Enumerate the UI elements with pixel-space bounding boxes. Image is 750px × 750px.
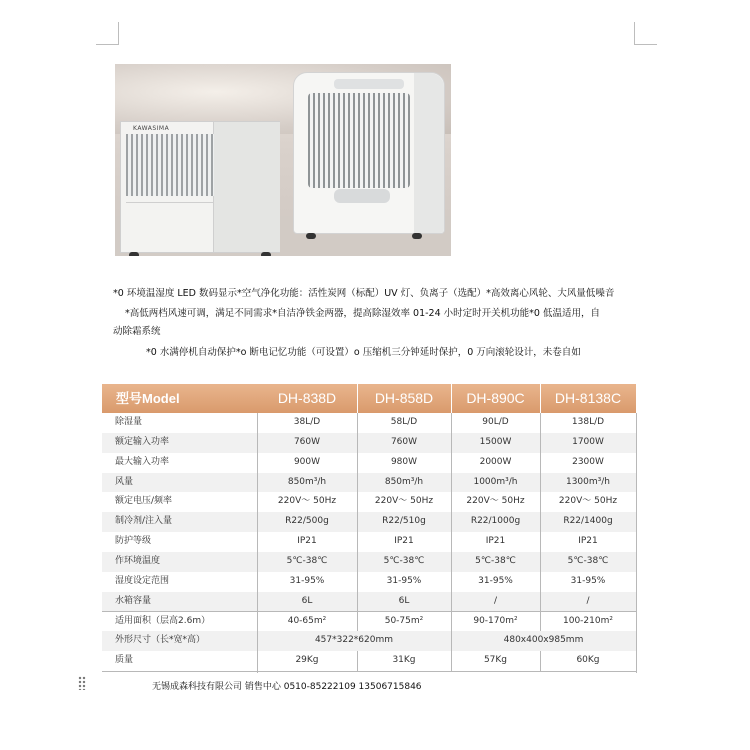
- wheel: [261, 252, 271, 256]
- table-cell: 31-95%: [478, 575, 513, 586]
- table-cell: R22/1400g: [563, 516, 613, 527]
- vent-grill: [308, 93, 410, 188]
- crop-mark-top-left: [96, 22, 119, 45]
- feature-line-1: *0 环境温湿度 LED 数码显示*空气净化功能：活性炭网（标配）UV 灯、负离子（选配）*高效离心风轮、大风量低噪音: [113, 288, 615, 299]
- table-cell: 760W: [293, 436, 321, 447]
- table-row: [102, 572, 636, 593]
- table-cell: IP21: [394, 536, 414, 547]
- table-cell: R22/510g: [382, 516, 426, 527]
- table-cell: 31Kg: [392, 655, 416, 666]
- row-label: 防护等级: [115, 536, 152, 547]
- header-model: 型号Model: [116, 391, 180, 406]
- table-cell: 31-95%: [289, 575, 325, 586]
- table-cell: 2300W: [572, 456, 604, 467]
- header-dh-890c: DH-890C: [466, 390, 525, 406]
- drag-handle-icon[interactable]: [78, 676, 86, 690]
- table-cell: 90-170m²: [473, 615, 518, 626]
- crop-mark-top-right: [634, 22, 657, 45]
- table-cell: 850m³/h: [287, 476, 327, 487]
- table-cell: 5℃-38℃: [475, 555, 516, 566]
- table-cell: 5℃-38℃: [383, 555, 425, 566]
- table-cell: 50-75m²: [384, 615, 424, 626]
- table-cell: 480x400x985mm: [503, 635, 584, 646]
- row-label: 额定电压/频率: [115, 496, 173, 507]
- table-row: [102, 413, 636, 434]
- table-row: [102, 592, 636, 613]
- feature-line-4: *0 水满停机自动保护*o 断电记忆功能（可设置）o 压缩机三分钟延时保护，0 万向滚轮设计，未卷自如: [146, 347, 581, 358]
- table-cell: 850m³/h: [384, 476, 424, 487]
- table-cell: 457*322*620mm: [314, 635, 394, 646]
- table-row: [102, 532, 636, 553]
- table-cell: 220V～ 50Hz: [466, 496, 525, 507]
- row-label: 适用面积（层高2.6m）: [115, 615, 211, 626]
- wheel: [306, 233, 316, 239]
- feature-line-2: *高低两档风速可调，满足不同需求*自洁净铁金两器，提高除湿效率 01-24 小时定时开关机功能*0 低温适用，自: [125, 308, 600, 319]
- table-cell: 31-95%: [386, 575, 422, 586]
- table-row: [102, 651, 636, 672]
- control-panel: [334, 189, 390, 203]
- table-cell: /: [586, 595, 590, 606]
- table-cell: 220V～ 50Hz: [374, 496, 434, 507]
- table-cell: 900W: [293, 456, 321, 467]
- table-cell: 40-65m²: [287, 615, 327, 626]
- brand-label: KAWASIMA: [133, 125, 170, 132]
- table-row: [102, 433, 636, 454]
- table-cell: 138L/D: [571, 417, 605, 427]
- table-cell: 2000W: [479, 456, 512, 467]
- table-row: [102, 473, 636, 494]
- table-cell: 220V～ 50Hz: [277, 496, 337, 507]
- table-cell: 5℃-38℃: [286, 555, 328, 566]
- spec-table: [102, 384, 636, 673]
- row-label: 风量: [115, 476, 134, 487]
- row-label: 额定输入功率: [115, 436, 170, 447]
- wheel: [129, 252, 139, 256]
- row-label: 湿度设定范围: [115, 575, 170, 586]
- table-cell: 60Kg: [576, 655, 600, 666]
- dehumidifier-large: [293, 72, 445, 234]
- footer-contact: 无锡成森科技有限公司 销售中心 0510-85222109 13506715846: [152, 682, 422, 692]
- table-cell: 220V～ 50Hz: [558, 496, 618, 507]
- row-label: 作环境温度: [115, 555, 161, 566]
- table-cell: 29Kg: [295, 655, 319, 666]
- row-label: 制冷剂/注入量: [115, 516, 173, 527]
- vent-grill: [126, 134, 214, 196]
- product-photo: [115, 64, 451, 256]
- front-panel: [126, 202, 214, 247]
- table-row: [102, 631, 636, 652]
- header-dh-838d: DH-838D: [277, 390, 337, 406]
- table-cell: 5℃-38℃: [567, 555, 609, 566]
- wheel: [412, 233, 422, 239]
- header-dh-858d: DH-858D: [374, 390, 434, 406]
- table-cell: IP21: [578, 536, 598, 547]
- feature-line-3: 动除霜系统: [113, 326, 161, 337]
- table-row: [102, 492, 636, 513]
- table-cell: 58L/D: [390, 417, 418, 427]
- table-row: [102, 552, 636, 573]
- row-label: 最大输入功率: [115, 456, 170, 467]
- table-cell: 1300m³/h: [565, 476, 610, 487]
- table-cell: R22/500g: [285, 516, 329, 527]
- table-cell: 1700W: [572, 436, 604, 447]
- table-row: [102, 512, 636, 533]
- table-cell: /: [493, 595, 498, 606]
- table-cell: 31-95%: [570, 575, 606, 586]
- row-label: 除湿量: [115, 417, 143, 427]
- row-label: 水箱容量: [115, 595, 152, 606]
- table-cell: 38L/D: [293, 417, 321, 427]
- table-header: [102, 384, 636, 413]
- table-cell: IP21: [297, 536, 317, 547]
- row-label: 质量: [115, 655, 134, 666]
- table-cell: 980W: [390, 456, 418, 467]
- row-label: 外形尺寸（长*宽*高）: [115, 635, 206, 646]
- table-cell: 100-210m²: [563, 615, 613, 626]
- dehumidifier-small: [120, 121, 280, 253]
- header-dh-8138c: DH-8138C: [554, 390, 622, 406]
- table-row: [102, 453, 636, 474]
- table-cell: 6L: [398, 595, 410, 606]
- table-cell: 6L: [301, 595, 313, 606]
- table-cell: 1000m³/h: [473, 476, 518, 487]
- table-row: [102, 612, 636, 633]
- table-cell: 1500W: [479, 436, 512, 447]
- table-cell: 760W: [390, 436, 418, 447]
- table-cell: IP21: [485, 536, 506, 547]
- table-cell: 90L/D: [482, 417, 509, 427]
- table-cell: 57Kg: [483, 655, 508, 666]
- table-cell: R22/1000g: [470, 516, 521, 527]
